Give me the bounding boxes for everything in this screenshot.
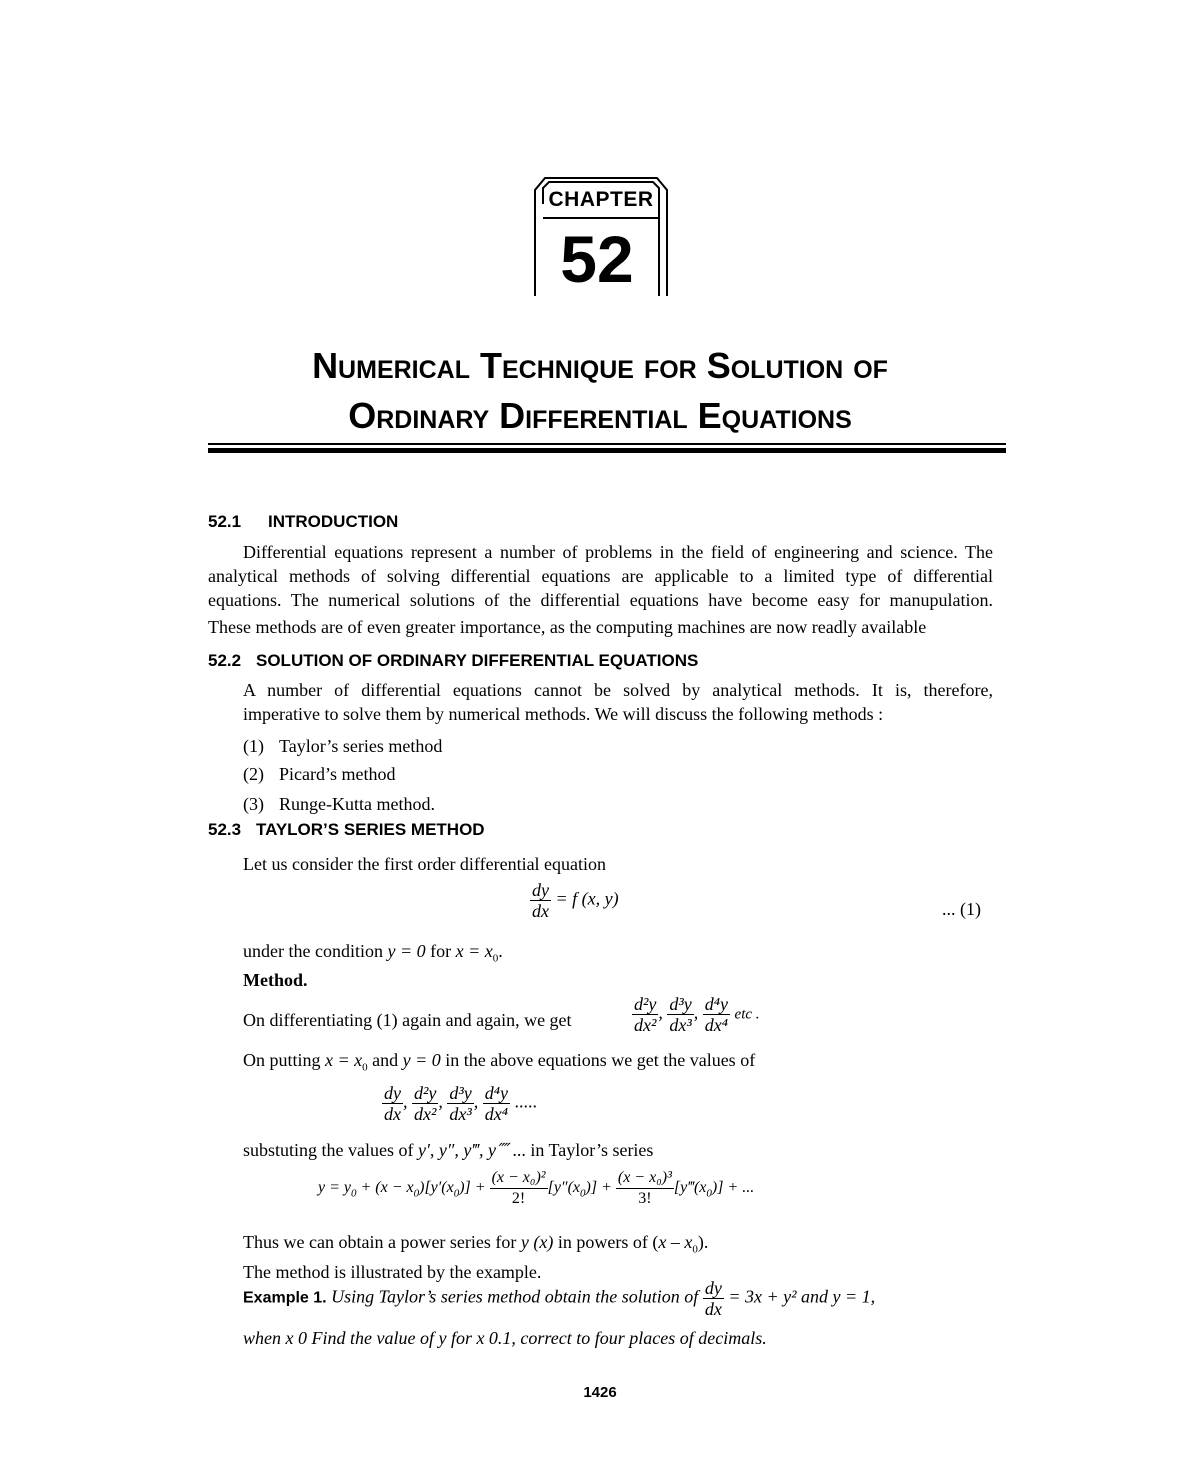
numerator: d²y — [414, 1083, 437, 1103]
text: and — [367, 1050, 403, 1070]
numerator: dy — [704, 1278, 722, 1298]
intro-line-2: analytical methods of solving differential equations are applicable to a limited type of differential — [208, 566, 993, 586]
fraction — [632, 994, 658, 1035]
chapter-badge — [533, 176, 669, 296]
section-heading-taylor-series — [208, 820, 485, 840]
subscript: 0 — [692, 1243, 698, 1256]
denominator: dx³ — [449, 1104, 472, 1124]
intro-line-1: Differential equations represent a number of problems in the field of engineering and science. The — [243, 542, 993, 562]
math: y′, y″, y‴, y⁗ — [417, 1140, 508, 1160]
numerator: d³y — [449, 1083, 472, 1103]
math: y (x) — [520, 1232, 554, 1252]
method-label: Method. — [243, 970, 308, 990]
numerator: (x − x₀)² — [490, 1168, 548, 1189]
example-1-line-2: when x 0 Find the value of y for x 0.1, correct to four places of decimals. — [243, 1328, 767, 1348]
denominator: dx⁴ — [484, 1104, 509, 1124]
numerator: dy — [532, 880, 549, 900]
text: Thus we can obtain a power series for — [243, 1232, 521, 1252]
section-number: 52.2 — [208, 651, 242, 670]
term: [y‴(x — [673, 1179, 707, 1197]
section-number: 52.1 — [208, 512, 242, 531]
illustration-text: The method is illustrated by the example. — [243, 1262, 542, 1282]
term: [y″(x — [547, 1179, 581, 1197]
denominator: dx³ — [669, 1015, 692, 1035]
term: )] + — [459, 1179, 486, 1197]
term: y = y — [318, 1179, 351, 1197]
numerator: dy — [384, 1083, 401, 1103]
denominator: dx⁴ — [704, 1015, 729, 1035]
example-1 — [243, 1278, 875, 1319]
section-number: 52.3 — [208, 820, 242, 839]
method-list-item — [243, 762, 395, 786]
term: + (x − x — [356, 1179, 414, 1197]
derivative-values: $\frac{dy}{dx}$ , $\frac{\text{d²y}}{\text{dx²}}$ , $\frac{\text{d³y}}{\text{dx³}}$ , $\frac{\text{d⁴y}}{\text{dx⁴}}$ ..... — [384, 1083, 538, 1124]
math: y = 0 — [387, 941, 426, 961]
taylor-intro: Let us consider the first order differential equation — [243, 854, 607, 874]
numerator: d⁴y — [704, 994, 729, 1014]
method-item-number: (3) — [243, 794, 264, 814]
title-rule-thick — [208, 448, 1006, 453]
page-number: 1426 — [583, 1384, 617, 1401]
equation-1-tag: ... (1) — [942, 899, 981, 919]
method-list-item — [243, 792, 435, 816]
denominator: 3! — [638, 1190, 652, 1207]
equation-rhs: = f (x, y) — [555, 888, 619, 909]
text: in the above equations we get the values of — [440, 1050, 756, 1070]
section-title: INTRODUCTION — [268, 512, 399, 531]
putting-values-text — [243, 1048, 755, 1080]
term: )[y′(x — [419, 1179, 454, 1197]
fraction — [616, 1168, 674, 1209]
text: for — [425, 941, 456, 961]
fraction — [382, 1083, 403, 1124]
section-heading-solution-ode — [208, 651, 698, 671]
denominator: dx — [532, 901, 549, 921]
denominator: dx² — [414, 1104, 437, 1124]
method-item-number: (1) — [243, 736, 264, 756]
text: ... in Taylor’s series — [507, 1140, 654, 1160]
section-heading-introduction — [208, 512, 398, 532]
numerator: d³y — [669, 994, 692, 1014]
solution-line-2: imperative to solve them by numerical methods. We will discuss the following methods : — [243, 704, 884, 724]
differentiating-text: On differentiating (1) again and again, we get — [243, 1010, 572, 1030]
example-equation: = 3x + y² and y = 1, — [728, 1286, 876, 1307]
denominator: dx — [704, 1299, 722, 1319]
method-item-number: (2) — [243, 764, 264, 784]
initial-condition — [243, 939, 503, 971]
higher-derivatives: $\frac{\text{d²y}}{\text{dx²}}$ , $\frac{\text{d³y}}{\text{dx³}}$ , $\frac{\text{d⁴y}}{\text{dx⁴}}$ etc . — [634, 994, 760, 1035]
numerator: d⁴y — [484, 1083, 509, 1103]
math: x = x — [325, 1050, 363, 1070]
power-series-text — [243, 1230, 708, 1262]
example-text: Using Taylor’s series method obtain the solution of — [331, 1286, 699, 1307]
taylor-series-formula — [318, 1168, 754, 1209]
substituting-text — [243, 1138, 653, 1162]
subscript: 0 — [362, 1061, 368, 1074]
fraction — [447, 1083, 473, 1124]
subscript: 0 — [453, 1187, 460, 1200]
method-item-text: Runge-Kutta method. — [279, 794, 435, 814]
fraction — [703, 994, 730, 1035]
text: under the condition — [243, 941, 388, 961]
math: x – x — [658, 1232, 693, 1252]
subscript: 0 — [351, 1187, 357, 1200]
solution-line-1: A number of differential equations cannot be solved by analytical methods. It is, therefore, — [243, 680, 993, 700]
text: ). — [697, 1232, 709, 1252]
fraction — [703, 1278, 724, 1319]
math: y = 0 — [402, 1050, 441, 1070]
denominator: dx — [384, 1104, 401, 1124]
subscript: 0 — [413, 1187, 420, 1200]
intro-line-4: These methods are of even greater importance, as the computing machines are now readly available — [208, 617, 927, 637]
equation-1 — [530, 880, 619, 921]
chapter-title-line-2: Ordinary Differential Equations — [348, 395, 852, 436]
numerator: d²y — [634, 994, 657, 1014]
term: )] + — [585, 1179, 612, 1197]
denominator: 2! — [511, 1190, 526, 1207]
text: in powers of ( — [553, 1232, 659, 1252]
method-item-text: Picard’s method — [279, 764, 396, 784]
subscript: 0 — [492, 952, 499, 965]
section-title: TAYLOR’S SERIES METHOD — [256, 820, 485, 839]
subscript: 0 — [706, 1187, 712, 1200]
ellipsis: ..... — [514, 1091, 538, 1112]
term: )] + ... — [711, 1179, 755, 1197]
etc: etc . — [734, 1006, 760, 1023]
fraction — [483, 1083, 510, 1124]
math: x = x — [455, 941, 493, 961]
text: On putting — [243, 1050, 326, 1070]
fraction — [667, 994, 693, 1035]
chapter-label: CHAPTER — [548, 188, 654, 211]
numerator: (x − x₀)³ — [616, 1168, 674, 1189]
fraction — [490, 1168, 548, 1209]
subscript: 0 — [580, 1187, 586, 1200]
fraction — [412, 1083, 438, 1124]
title-rule-thin — [208, 443, 1006, 445]
method-list-item — [243, 734, 442, 758]
denominator: dx² — [634, 1015, 657, 1035]
chapter-title-line-1: Numerical Technique for Solution of — [312, 345, 888, 386]
text: substuting the values of — [243, 1140, 418, 1160]
method-item-text: Taylor’s series method — [279, 736, 443, 756]
intro-line-3: equations. The numerical solutions of the differential equations have become easy for manupulation. — [208, 590, 993, 610]
text: . — [498, 941, 503, 961]
chapter-number: 52 — [560, 222, 634, 296]
example-label: Example 1. — [243, 1289, 327, 1307]
section-title: SOLUTION OF ORDINARY DIFFERENTIAL EQUATIONS — [256, 651, 699, 670]
fraction — [530, 880, 551, 921]
